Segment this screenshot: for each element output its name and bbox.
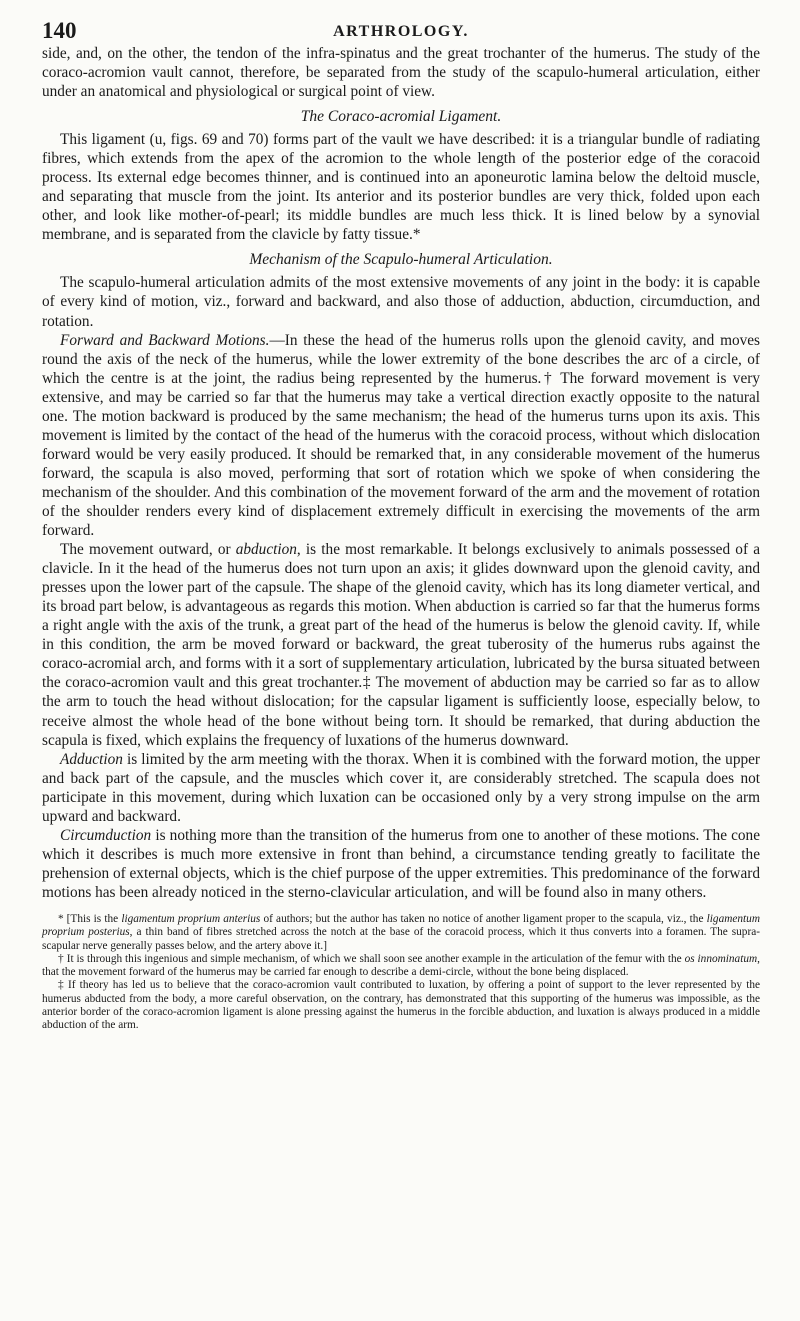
forward-motions-paragraph: [42, 331, 760, 541]
footnote-text: , a thin band of fibres stretched across the notch at the base of the coracoid process, which it thus converts into a foramen. The supra-scapular nerve generally passes below, and the artery above it.]: [42, 926, 760, 952]
footnote-mark: *: [58, 912, 64, 925]
abduction-text-rest: , is the most remarkable. It belongs exclusively to animals possessed of a clavicle. In it the head of the humerus does not turn upon an axis; it glides downward upon the glenoid cavity, and presses upon the lower part of the capsule. The shape of the glenoid cavity, which has its long diameter vertical, and its broad part below, is advantageous as regards this motion. When abduction is carried so far that the humerus forms a right angle with the axis of the trunk, a great part of the head of the humerus is below the glenoid cavity. If, while in this condition, the arm be moved forward or backward, the great tuberosity of the humerus rubs against the coraco-acromial arch, and forms with it a sort of supplementary articulation, lubricated by the bursa situated between the coraco-acromion vault and this great trochanter.‡ The movement of abduction may be carried so far as to allow the arm to touch the head without dislocation; for the capsular ligament is sufficiently loose, especially below, to receive almost the whole head of the bone without being torn. It should be remarked, that during abduction the scapula is fixed, which explains the frequency of luxations of the humerus downward.: [42, 541, 760, 749]
footnote: [42, 979, 760, 1032]
footnote: [42, 953, 760, 980]
footnote-text: It is through this ingenious and simple mechanism, of which we shall soon see another example in the articulation of the femur with the: [66, 952, 685, 965]
forward-motions-text: —In these the head of the humerus rolls upon the glenoid cavity, and moves round the axis of the neck of the humerus, while the lower extremity of the bone describes the arc of a circle, of which the centre is at the joint, the radius being represented by the humerus.† The forward movement is very extensive, and may be carried so far that the humerus may take a vertical direction exactly opposite to the natural one. The motion backward is produced by the same mechanism; the head of the humerus turns upon its axis. This movement is limited by the contact of the head of the humerus with the coracoid process, without which dislocation forward would be very easily produced. It should be remarked that, in any considerable movement of the humerus forward, the scapula is also moved, performing that sort of rotation which we spoke of when considering the mechanism of the shoulder. And this combination of the movement forward of the arm and the movement of rotation of the shoulder renders every kind of displacement extremely difficult in exercising the movements of the arm forward.: [42, 331, 761, 540]
footnote-term: ligamentum proprium anterius: [121, 912, 261, 925]
section-heading-mechanism: Mechanism of the Scapulo-humeral Articulation.: [249, 251, 553, 269]
footnote: [42, 913, 760, 953]
adduction-text: is limited by the arm meeting with the thorax. When it is combined with the forward motion, the upper and back part of the capsule, and the muscles which cover it, are considerably stretched. The scapula does not participate in this movement, during which luxation can be occasioned only by a very strong impulse on the arm upward and backward.: [42, 750, 760, 825]
footnote-mark: ‡: [58, 979, 65, 992]
section-heading-ligament: The Coraco-acromial Ligament.: [300, 108, 502, 126]
main-text: [42, 44, 760, 902]
footnote-term: os innominatum: [684, 952, 758, 965]
mechanism-paragraph: The scapulo-humeral articulation admits of the most extensive movements of any joint in the body: it is capable of every kind of motion, viz., forward and backward, and also those of adduction, abduction, circumduction, and rotation.: [42, 274, 760, 330]
circumduction-term: Circumduction: [60, 826, 152, 844]
circumduction-paragraph: [42, 826, 760, 902]
intro-paragraph: side, and, on the other, the tendon of the infra-spinatus and the great trochanter of the humerus. The study of the coraco-acromion vault cannot, therefore, be separated from the study of the scapulo-humeral articulation, either under an anatomical and physiological or surgical point of view.: [42, 45, 760, 101]
footnote-text: , that the movement forward of the humerus may be carried far enough to describe a demi-circle, without the bone being displaced.: [42, 952, 760, 979]
footnote-term: ligamentum proprium posterius: [42, 912, 760, 939]
footnote-text: [This is the: [66, 912, 122, 925]
page-number: 140: [42, 18, 77, 43]
circumduction-text: is nothing more than the transition of the humerus from one to another of these motions. The cone which it describes is much more extensive in front than behind, a circumstance tending greatly to facilitate the prehension of external objects, which is the chief purpose of the upper extremities. This predominance of the forward motions has been already noticed in the sterno-clavicular articulation, and will be found also in many others.: [42, 826, 761, 901]
footnote-text: of authors; but the author has taken no notice of another ligament proper to the scapula, viz., the: [260, 912, 707, 925]
footnote-text: If theory has led us to believe that the coraco-acromion vault contributed to luxation, by offering a point of support to the lever represented by the humerus abducted from the body, a more careful observation, on the contrary, has demonstrated that this supporting of the humerus was impossible, as the anterior border of the coraco-acromion ligament is alone pressing against the humerus in the forcible abduction, and luxation is always produced in a middle abduction of the arm.: [42, 979, 761, 1032]
adduction-paragraph: [42, 750, 760, 826]
abduction-term: abduction: [235, 541, 297, 559]
footnotes: [42, 913, 760, 1033]
footnote-mark: †: [58, 952, 64, 965]
ligament-paragraph: This ligament (u, figs. 69 and 70) forms part of the vault we have described: it is a triangular bundle of radiating fibres, which extends from the apex of the acromion to the whole length of the posterior edge of the coracoid process. Its external edge becomes thinner, and is continued into an aponeurotic lamina below the deltoid muscle, and separating that muscle from the joint. Its anterior and its posterior bundles are very thick, folded upon each other, and look like mother-of-pearl; its middle bundles are much less thick. It is lined below by a synovial membrane, and is separated from the clavicle by fatty tissue.*: [42, 131, 760, 244]
abduction-text-start: The movement outward, or: [60, 541, 236, 559]
forward-motions-lead: Forward and Backward Motions.: [60, 331, 270, 349]
adduction-term: Adduction: [60, 750, 123, 768]
page-header: [42, 14, 760, 44]
abduction-paragraph: [42, 540, 760, 750]
running-title: ARTHROLOGY.: [333, 23, 469, 40]
